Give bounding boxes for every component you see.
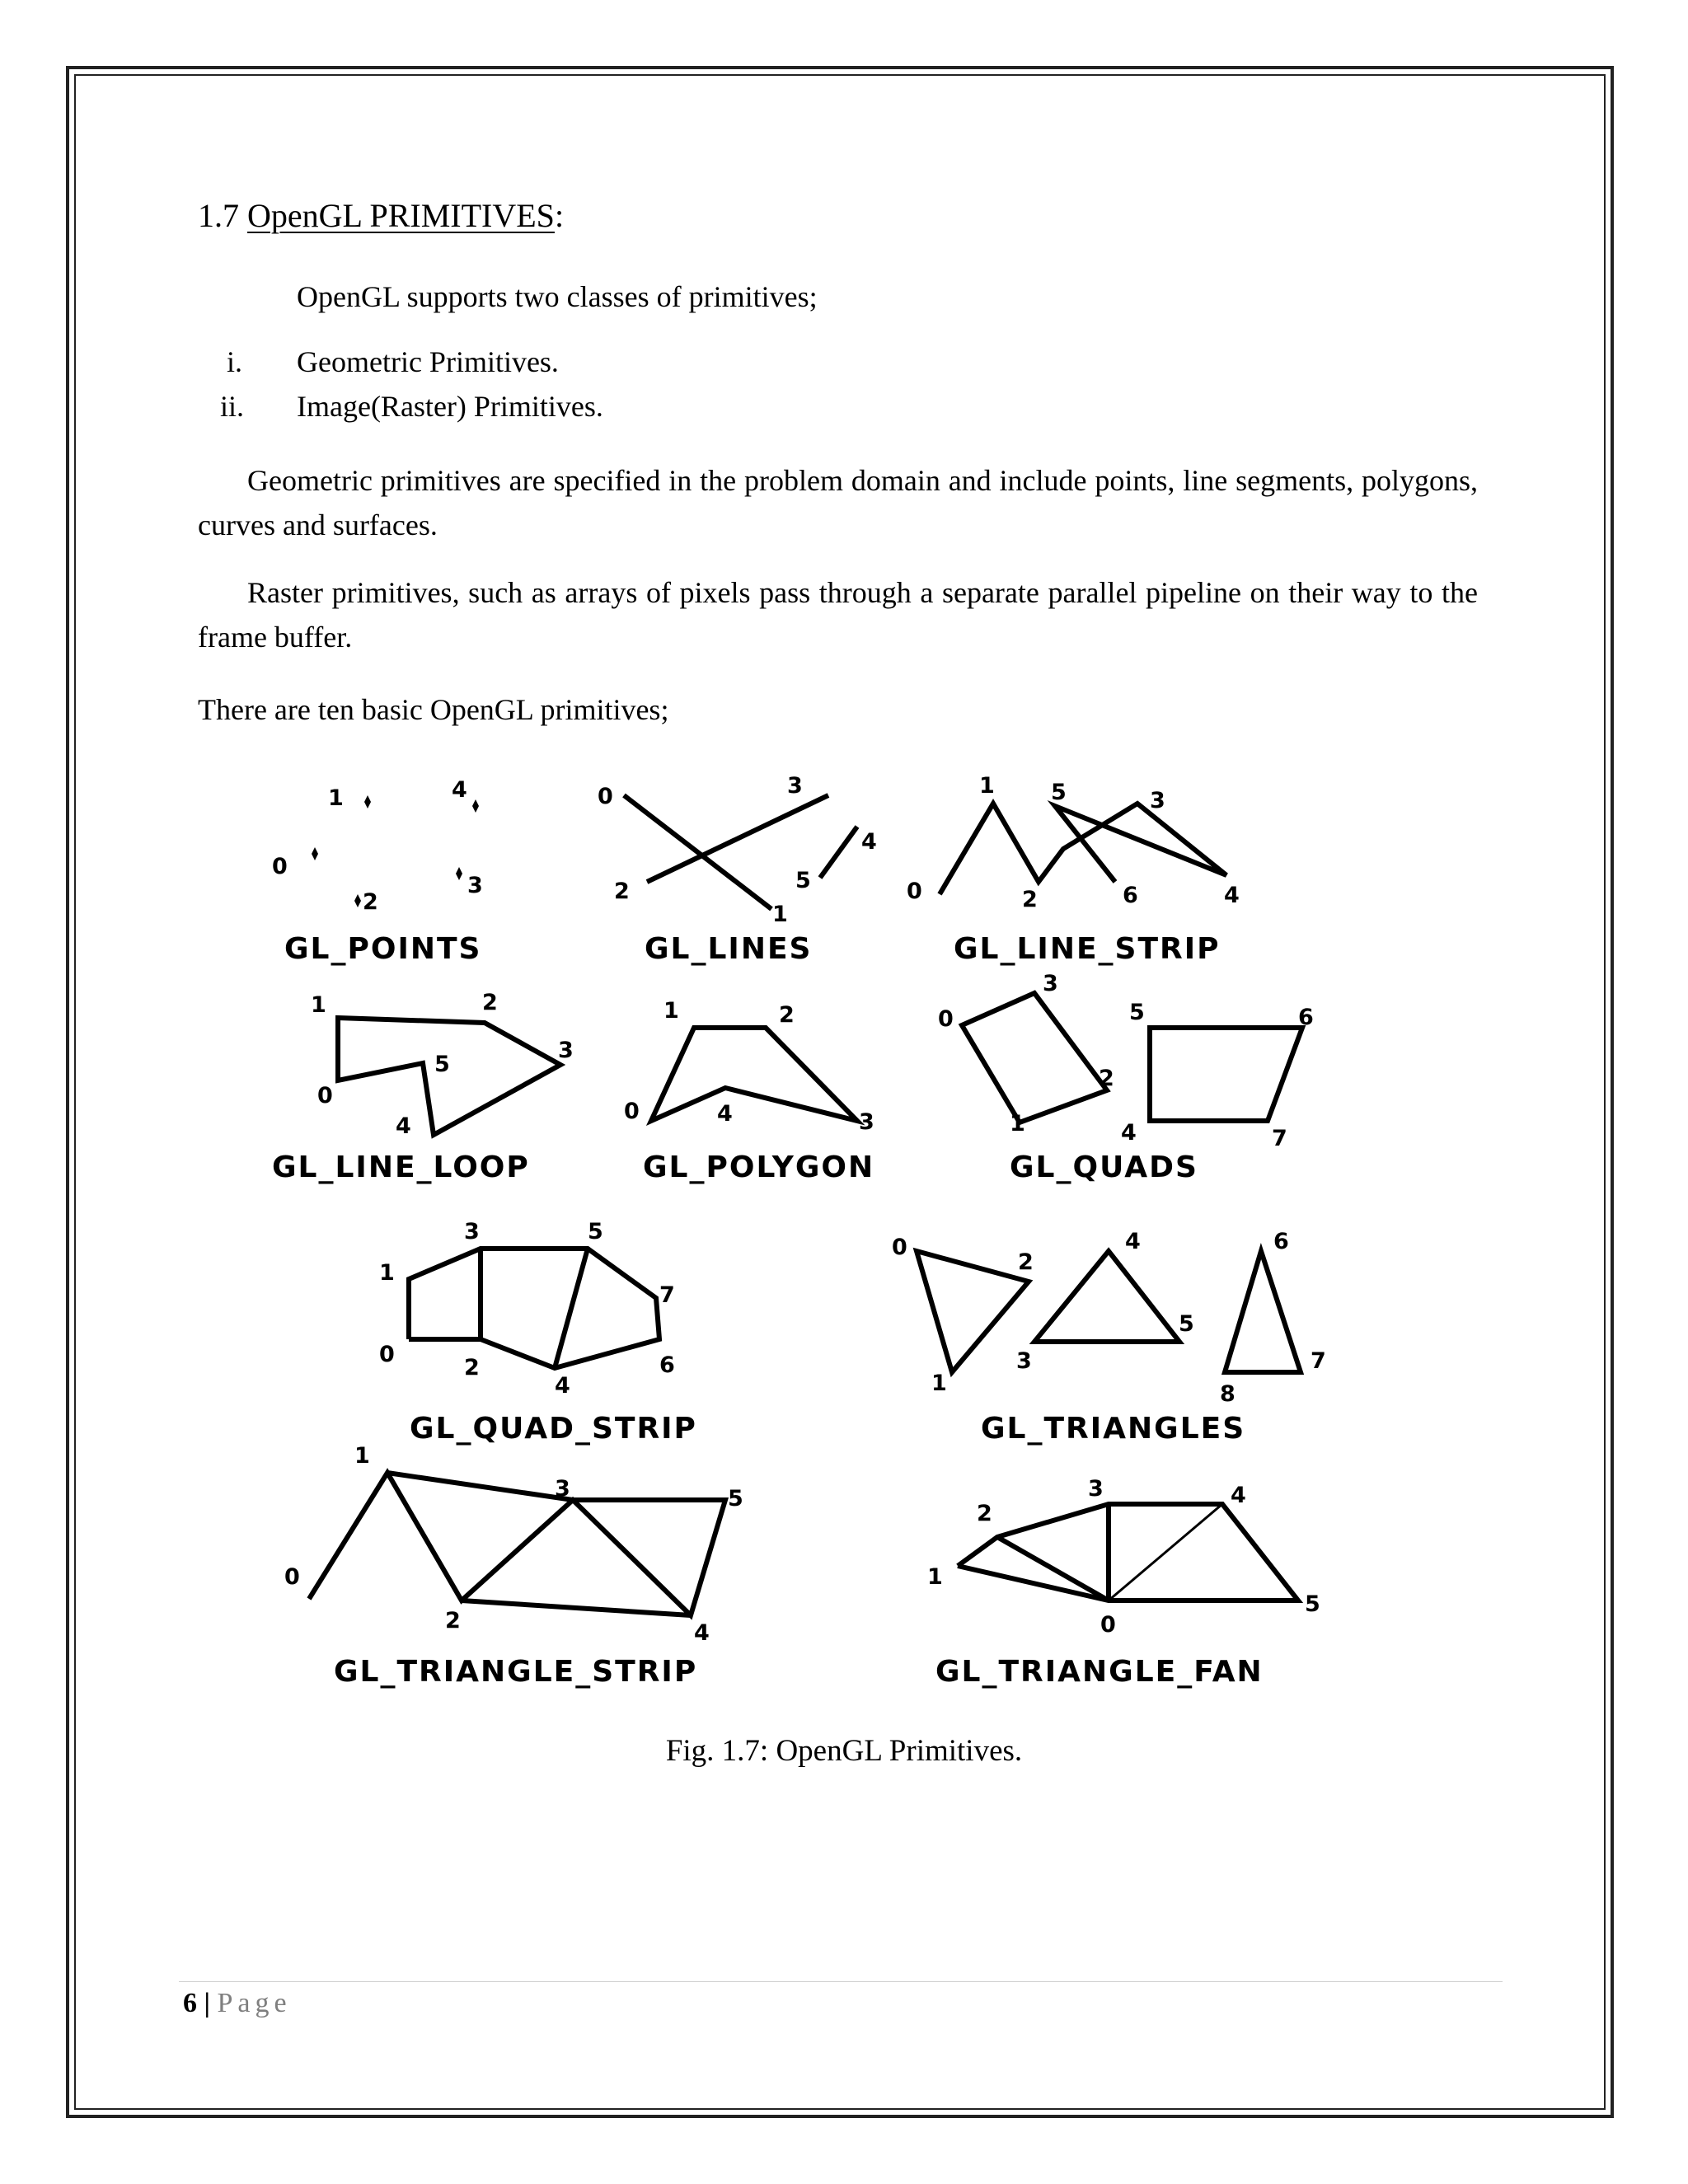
gl-line-strip-vertex-5: 5 [1051,780,1067,805]
gl-lines-vertex-1: 1 [772,902,788,927]
gl-line-loop-vertex-2: 2 [482,990,498,1015]
gl-quads-vertex-7: 7 [1272,1126,1287,1151]
gl-line-loop-vertex-3: 3 [558,1038,574,1063]
gl-lines-vertex-4: 4 [861,829,877,855]
page-word: Page [217,1988,292,2018]
gl-points-vertex-4: 4 [452,777,467,803]
gl-polygon-diagram [651,1028,857,1121]
gl-line-loop-label: GL_LINE_LOOP [272,1151,530,1184]
gl-triangle-fan-label: GL_TRIANGLE_FAN [935,1655,1264,1689]
gl-triangle-strip-vertex-5: 5 [728,1486,743,1511]
gl-quad-strip-vertex-2: 2 [464,1355,480,1380]
gl-triangles-vertex-2: 2 [1018,1249,1034,1275]
gl-quads-vertex-6: 6 [1298,1005,1314,1030]
gl-polygon-vertex-4: 4 [717,1101,733,1127]
gl-line-strip-vertex-6: 6 [1123,883,1138,908]
gl-line-loop-vertex-1: 1 [311,992,326,1018]
gl-triangle-strip-vertex-4: 4 [694,1620,710,1646]
footer-separator: | [204,1988,210,2018]
gl-triangle-fan-diagram [958,1504,1298,1601]
point-4 [472,799,479,813]
point-2 [354,894,361,907]
gl-triangle-strip-label: GL_TRIANGLE_STRIP [334,1655,698,1689]
gl-points-label: GL_POINTS [284,932,482,966]
gl-line-strip-vertex-2: 2 [1022,887,1038,912]
section-colon: : [554,197,565,234]
gl-line-strip-label: GL_LINE_STRIP [954,932,1221,966]
section-number: 1.7 [198,197,239,234]
page-footer [183,1988,292,2019]
gl-quads-label: GL_QUADS [1010,1151,1198,1184]
gl-polygon-vertex-3: 3 [859,1109,874,1135]
gl-line-loop-vertex-5: 5 [434,1052,450,1077]
gl-quads-diagram-b [1150,1028,1302,1121]
gl-quad-strip-vertex-4: 4 [555,1373,570,1399]
gl-polygon-vertex-2: 2 [779,1002,795,1028]
figure-caption: Fig. 1.7: OpenGL Primitives. [665,1734,1023,1768]
vertex-labels [272,773,1326,1646]
gl-lines-vertex-0: 0 [598,784,613,809]
gl-triangles-label: GL_TRIANGLES [981,1412,1246,1446]
gl-quad-strip-vertex-1: 1 [379,1260,395,1286]
gl-triangles-vertex-3: 3 [1016,1348,1032,1374]
gl-lines-diagram [624,795,857,909]
gl-points-vertex-0: 0 [272,854,288,879]
gl-quad-strip-vertex-3: 3 [464,1219,480,1244]
gl-quads-vertex-1: 1 [1010,1111,1025,1137]
gl-quad-strip-vertex-6: 6 [659,1352,675,1378]
gl-line-strip-vertex-4: 4 [1224,883,1240,908]
gl-quads-vertex-4: 4 [1121,1120,1137,1146]
gl-triangles-vertex-7: 7 [1311,1348,1326,1374]
gl-triangle-strip-vertex-1: 1 [354,1443,370,1469]
section-title: OpenGL PRIMITIVES [247,197,555,234]
gl-triangles-diagram [917,1251,1301,1372]
gl-triangles-vertex-0: 0 [892,1235,907,1260]
geometric-paragraph: Geometric primitives are specified in the problem domain and include points, line segments, polygons, curves and surfaces. [198,464,1478,541]
footer-divider [179,1981,1503,1982]
gl-polygon-label: GL_POLYGON [643,1151,875,1184]
gl-lines-label: GL_LINES [645,932,813,966]
gl-line-strip-vertex-1: 1 [979,773,995,799]
gl-quad-strip-vertex-0: 0 [379,1342,395,1367]
list-item-1: Geometric Primitives. [297,345,559,378]
page-number: 6 [183,1988,197,2018]
gl-quad-strip-diagram [409,1249,659,1368]
gl-quad-strip-vertex-5: 5 [588,1219,603,1244]
gl-polygon-vertex-1: 1 [663,998,679,1024]
gl-triangle-fan-vertex-3: 3 [1088,1476,1104,1502]
gl-triangle-strip-vertex-2: 2 [445,1608,461,1633]
raster-paragraph: Raster primitives, such as arrays of pixels pass through a separate parallel pipeline on their way to the frame buffer. [198,576,1478,654]
gl-triangle-fan-vertex-1: 1 [927,1564,943,1590]
list-marker-2: ii. [220,390,245,423]
gl-triangle-strip-diagram [309,1473,725,1615]
gl-line-loop-vertex-4: 4 [396,1113,411,1139]
gl-triangle-fan-vertex-0: 0 [1100,1612,1116,1638]
gl-triangles-vertex-8: 8 [1220,1381,1236,1407]
list-item-2: Image(Raster) Primitives. [297,390,603,423]
intro-paragraph: OpenGL supports two classes of primitives; [297,280,818,313]
point-0 [312,847,318,860]
gl-line-strip-vertex-0: 0 [907,879,922,904]
ten-basic-paragraph: There are ten basic OpenGL primitives; [198,693,669,726]
gl-line-strip-vertex-3: 3 [1150,788,1165,813]
gl-quads-vertex-5: 5 [1129,1000,1145,1025]
gl-line-loop-vertex-0: 0 [317,1083,333,1108]
list-marker-1: i. [227,345,243,378]
gl-quads-diagram-a [962,993,1107,1122]
point-1 [364,795,371,808]
gl-quad-strip-label: GL_QUAD_STRIP [410,1412,697,1446]
point-3 [456,867,462,880]
gl-triangles-vertex-5: 5 [1179,1311,1194,1337]
gl-quads-vertex-2: 2 [1099,1066,1114,1091]
gl-quads-vertex-0: 0 [938,1006,954,1032]
gl-points-vertex-2: 2 [363,889,378,915]
gl-triangle-fan-vertex-4: 4 [1231,1483,1246,1508]
gl-triangles-vertex-1: 1 [931,1371,947,1396]
gl-triangle-strip-vertex-3: 3 [555,1476,570,1502]
gl-points-diagram [312,795,479,907]
gl-quad-strip-vertex-7: 7 [659,1282,675,1308]
gl-triangle-fan-vertex-2: 2 [977,1501,992,1526]
gl-polygon-vertex-0: 0 [624,1099,640,1124]
gl-quads-vertex-3: 3 [1043,971,1058,996]
gl-triangle-fan-vertex-5: 5 [1305,1591,1320,1617]
gl-lines-vertex-5: 5 [795,868,811,893]
gl-triangles-vertex-4: 4 [1125,1229,1141,1254]
gl-triangles-vertex-6: 6 [1273,1229,1289,1254]
gl-lines-vertex-2: 2 [614,879,630,904]
gl-points-vertex-3: 3 [467,873,483,898]
gl-lines-vertex-3: 3 [787,773,803,799]
gl-points-vertex-1: 1 [328,785,344,811]
gl-triangle-strip-vertex-0: 0 [284,1564,300,1590]
gl-line-strip-diagram [940,804,1226,894]
